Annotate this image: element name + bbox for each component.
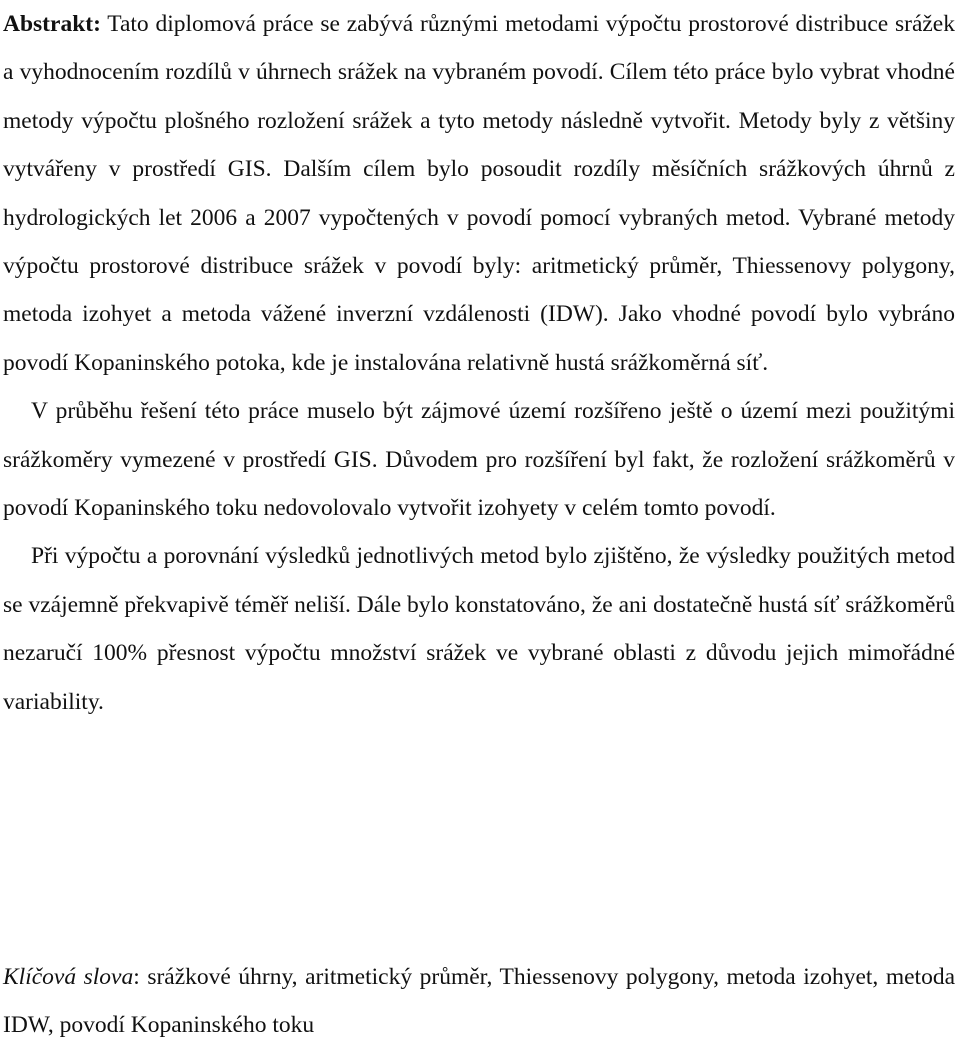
keywords-text: srážkové úhrny, aritmetický průměr, Thiessenovy polygony, metoda izohyet, metoda IDW, povodí Kopaninského toku [3, 964, 955, 1039]
keywords-separator: : [133, 964, 140, 990]
abstract-paragraph-1-text: Tato diplomová práce se zabývá různými metodami výpočtu prostorové distribuce srážek a vyhodnocením rozdílů v úhrnech srážek na vybraném povodí. Cílem této práce bylo vybrat vhodné metody výpočtu plošného rozložení srážek a tyto metody následně vytvořit. Metody byly z většiny vytvářeny v prostředí GIS. Dalším cílem bylo posoudit rozdíly měsíčních srážkových úhrnů z hydrologických let 2006 a 2007 vypočtených v povodí pomocí vybraných metod. Vybrané metody výpočtu prostorové distribuce srážek v povodí byly: aritmetický průměr, Thiessenovy polygony, metoda izohyet a metoda vážené inverzní vzdálenosti (IDW). Jako vhodné povodí bylo vybráno povodí Kopaninského potoka, kde je instalována relativně hustá srážkoměrná síť. [3, 11, 955, 376]
keywords-section [3, 953, 955, 1050]
abstract-paragraph-1 [3, 0, 955, 387]
abstract-section [3, 0, 955, 726]
abstract-label: Abstrakt: [3, 11, 101, 37]
keywords-label: Klíčová slova [3, 964, 134, 990]
abstract-paragraph-3: Při výpočtu a porovnání výsledků jednotlivých metod bylo zjištěno, že výsledky použitých metod se vzájemně překvapivě téměř neliší. Dále bylo konstatováno, že ani dostatečně hustá síť srážkoměrů nezaručí 100% přesnost výpočtu množství srážek ve vybrané oblasti z důvodu jejich mimořádné variability. [3, 543, 955, 715]
abstract-paragraph-2: V průběhu řešení této práce muselo být zájmové území rozšířeno ještě o území mezi použitými srážkoměry vymezené v prostředí GIS. Důvodem pro rozšíření byl fakt, že rozložení srážkoměrů v povodí Kopaninského toku nedovolovalo vytvořit izohyety v celém tomto povodí. [3, 398, 955, 522]
